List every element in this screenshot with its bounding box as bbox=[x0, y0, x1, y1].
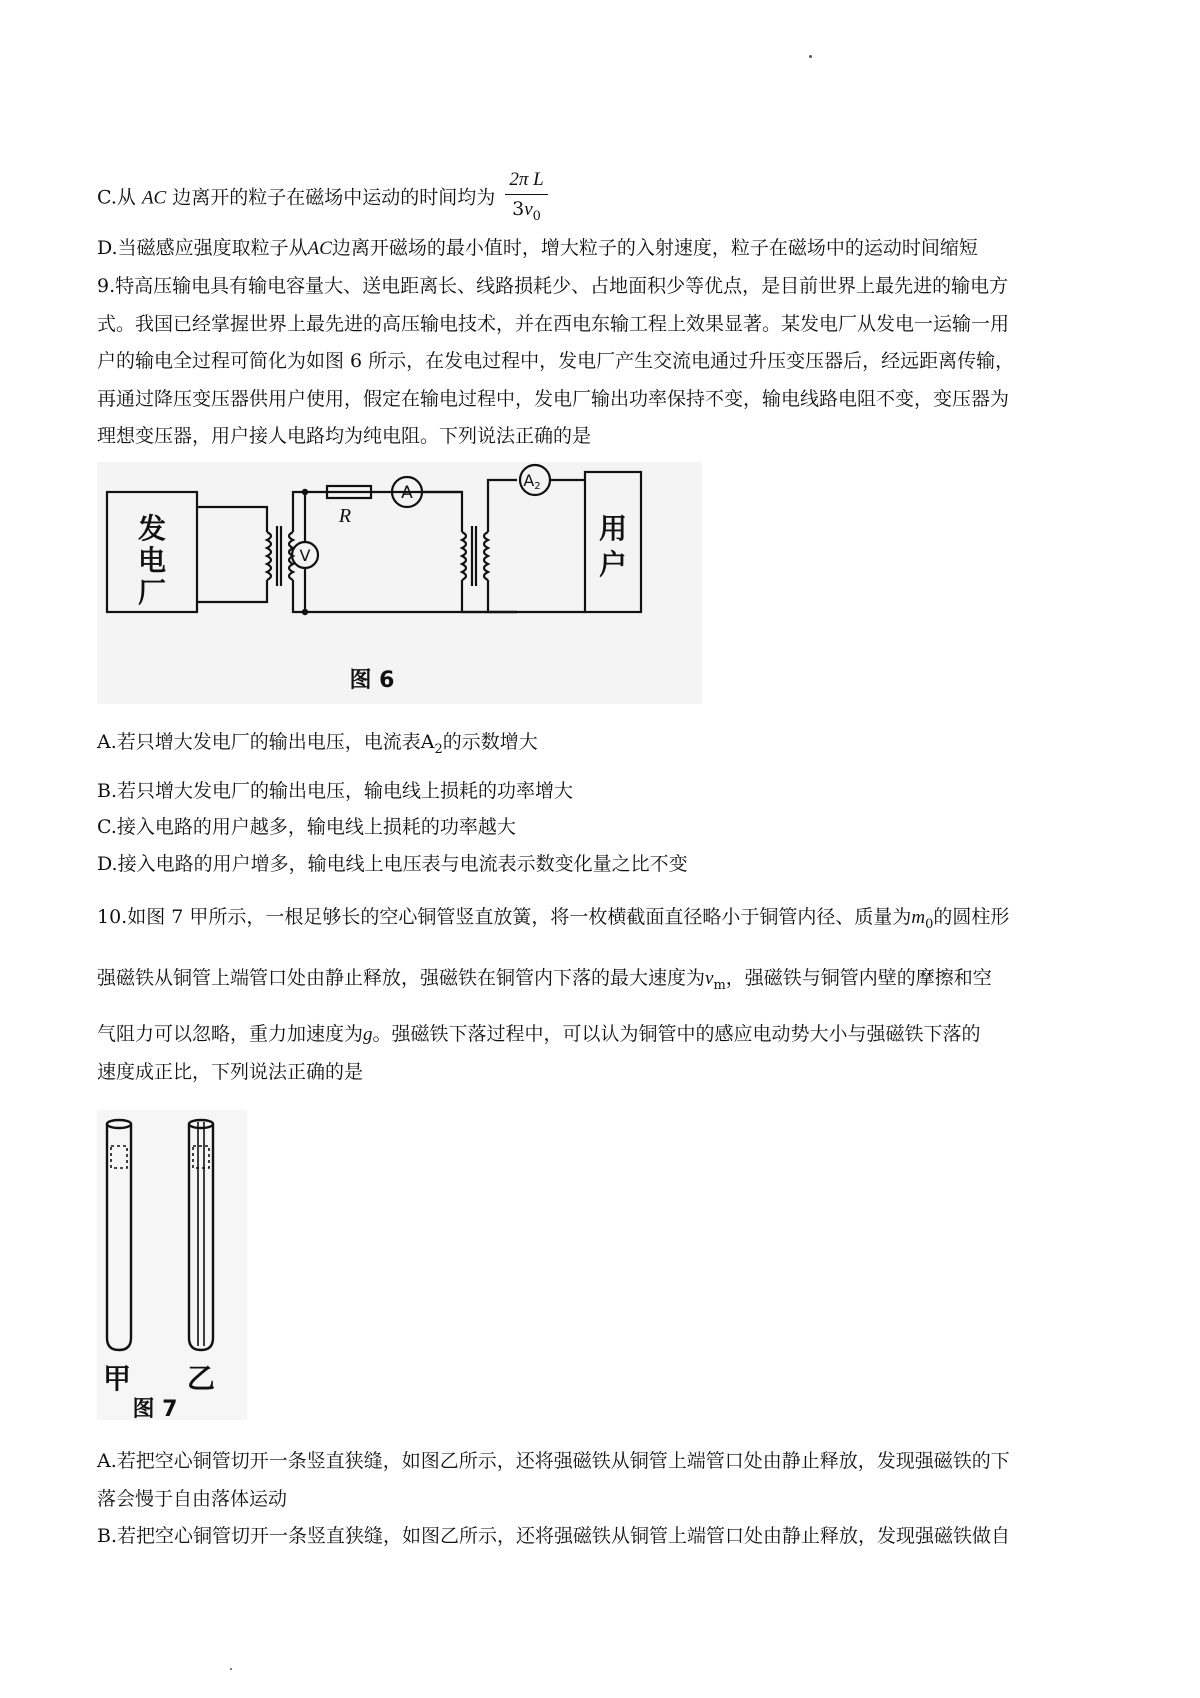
figure-6-caption: 图 6 bbox=[349, 668, 395, 693]
q9-option-c: C.接入电路的用户越多，输电线上损耗的功率越大 bbox=[97, 816, 516, 838]
scan-speck bbox=[230, 1668, 232, 1670]
figure-6-transmission-circuit bbox=[97, 462, 702, 704]
q10-option-b-line: B.若把空心铜管切开一条竖直狭缝，如图乙所示，还将强磁铁从铜管上端管口处由静止释放，发现强磁铁做自 bbox=[97, 1525, 1011, 1547]
plant-label-2: 电 bbox=[137, 544, 167, 577]
tube-jia-label: 甲 bbox=[102, 1362, 132, 1395]
plant-label-3: 厂 bbox=[137, 576, 167, 609]
voltmeter-label: V bbox=[299, 546, 311, 565]
ammeter-2-label: A2 bbox=[523, 471, 541, 492]
figure-7-copper-tubes bbox=[97, 1110, 247, 1420]
q9-option-b: B.若只增大发电厂的输出电压，输电线上损耗的功率增大 bbox=[97, 780, 574, 802]
figure-7-caption: 图 7 bbox=[132, 1397, 178, 1420]
resistor-label: R bbox=[338, 505, 352, 527]
q9-stem-line: 式。我国已经掌握世界上最先进的高压输电技术，并在西电东输工程上效果显著。某发电厂从发电一运输一用 bbox=[97, 313, 1010, 335]
plant-label-1: 发 bbox=[137, 512, 167, 545]
q10-stem-line: 速度成正比，下列说法正确的是 bbox=[97, 1061, 364, 1083]
q10-option-a-line: 落会慢于自由落体运动 bbox=[97, 1488, 288, 1510]
q10-option-a-line: A.若把空心铜管切开一条竖直狭缝，如图乙所示，还将强磁铁从铜管上端管口处由静止释放，发现强磁铁的下 bbox=[97, 1450, 1010, 1472]
q9-option-a: A.若只增大发电厂的输出电压，电流表$A_2$的示数增大 bbox=[97, 731, 538, 757]
q9-stem-line: 理想变压器，用户接人电路均为纯电阻。下列说法正确的是 bbox=[97, 425, 592, 447]
user-label-2: 户 bbox=[598, 548, 628, 581]
q10-stem-line: 强磁铁从铜管上端管口处由静止释放，强磁铁在铜管内下落的最大速度为$v_m$，强磁铁与铜管内壁的摩擦和空 bbox=[97, 967, 992, 993]
q9-stem-line: 再通过降压变压器供用户使用，假定在输电过程中，发电厂输出功率保持不变，输电线路电阻不变，变压器为 bbox=[97, 388, 1010, 410]
q9-option-d: D.接入电路的用户增多，输电线上电压表与电流表示数变化量之比不变 bbox=[97, 853, 688, 875]
scan-speck bbox=[809, 55, 812, 58]
ammeter-label: A bbox=[401, 483, 413, 503]
time-fraction: $\frac{\text{2π L}}{3v_0}$ bbox=[505, 166, 547, 231]
q9-stem-line: 户的输电全过程可简化为如图 6 所示，在发电过程中，发电厂产生交流电通过升压变压器后，经远距离传输， bbox=[97, 350, 1015, 372]
q10-stem-line: 10.如图 7 甲所示，一根足够长的空心铜管竖直放簧，将一枚横截面直径略小于铜管内径、质量为$m_0$的圆柱形 bbox=[97, 906, 1010, 932]
q8-option-c: C.从 AC 边离开的粒子在磁场中运动的时间均为 $\frac{\text{2π L}}{3v_0}$ bbox=[97, 166, 548, 231]
user-label-1: 用 bbox=[598, 512, 628, 545]
tube-yi-label: 乙 bbox=[186, 1362, 216, 1395]
q8-option-d: D.当磁感应强度取粒子从AC边离开磁场的最小值时，增大粒子的入射速度，粒子在磁场中的运动时间缩短 bbox=[97, 237, 978, 259]
q10-stem-line: 气阻力可以忽略，重力加速度为g。强磁铁下落过程中，可以认为铜管中的感应电动势大小与强磁铁下落的 bbox=[97, 1023, 981, 1045]
q9-stem-line: 9.特高压输电具有输电容量大、送电距离长、线路损耗少、占地面积少等优点，是目前世界上最先进的输电方 bbox=[97, 275, 1009, 297]
